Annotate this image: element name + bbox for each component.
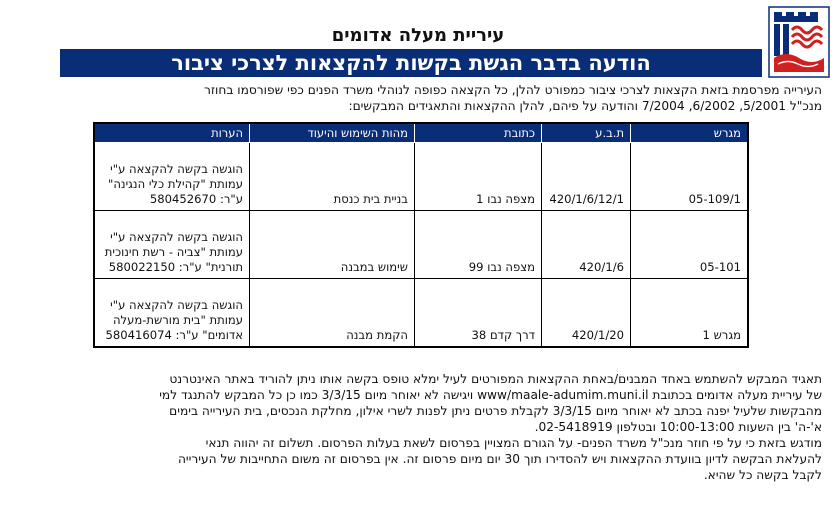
footer-note-line: להעלאת הבקשה לדיון בוועדת ההקצאות ויש להסדירו תוך 30 יום מיום פרסום זה. אין בפרסום זה משום התחייבות של העירייה xyxy=(177,452,822,466)
allocations-table xyxy=(93,122,749,348)
instructions-line: מהבקשות שלעיל יפנה בכתב לא יאוחר מיום 3/3/15 לקבלת פרטים ניתן לפנות לשרי אילון, מחלקת הנכסים, בית העירייה בימים xyxy=(169,404,822,418)
cell-use: הקמת מבנה xyxy=(250,279,415,348)
cell-tbe: 420/1/6/12/1 xyxy=(542,143,631,211)
footer-note-line: מודגש בזאת כי על פי חוזר מנכ"ל משרד הפנים- על הגורם המצויין בפרסום לשאת בעלות הפרסום. תשלום זה יהווה תנאי xyxy=(205,436,822,450)
intro-paragraph xyxy=(14,82,822,114)
cell-notes: הוגשה בקשה להקצאה ע"י עמותת "בית מורשת-מעלה אדומים" ע"ר: 580416074 xyxy=(94,279,250,348)
instructions-line: של עיריית מעלה אדומים בכתובת www/maale-adumim.muni.il ויגישה לא יאוחר מיום 3/3/15 כמו כן כל המבקש להתנגד למי xyxy=(159,388,822,402)
cell-plot: 05-101 xyxy=(631,211,749,279)
footer-note-line: לקבל בקשה כל שהיא. xyxy=(703,468,822,482)
header-use: מהות השימוש והיעוד xyxy=(250,123,415,143)
cell-plot: מגרש 1 xyxy=(631,279,749,348)
cell-address: דרך קדם 38 xyxy=(415,279,542,348)
header-tbe: ת.ב.ע xyxy=(542,123,631,143)
instructions-paragraph xyxy=(14,371,822,483)
table-header-row xyxy=(94,123,748,143)
notice-title-banner: הודעה בדבר הגשת בקשות להקצאות לצרכי ציבור xyxy=(60,49,762,77)
cell-tbe: 420/1/6 xyxy=(542,211,631,279)
header-notes: הערות xyxy=(94,123,250,143)
cell-use: שימוש במבנה xyxy=(250,211,415,279)
intro-line: העירייה מפרסמת בזאת הקצאות לצרכי ציבור כמפורט להלן, כל הקצאה כפופה לנוהלי משרד הפנים כפי שפורסמו בחוזר xyxy=(203,83,822,97)
table-row xyxy=(94,211,748,279)
header-plot: מגרש xyxy=(631,123,749,143)
intro-line: מנכ"ל 5/2001, 6/2002, 7/2004 והודעה על פיהם, להלן ההקצאות והתאגידים המבקשים: xyxy=(348,99,822,113)
city-name-heading: עיריית מעלה אדומים xyxy=(331,25,505,46)
cell-use: בניית בית כנסת xyxy=(250,143,415,211)
cell-address: מצפה נבו 1 xyxy=(415,143,542,211)
cell-plot: 05-109/1 xyxy=(631,143,749,211)
table-row xyxy=(94,279,748,348)
table-row xyxy=(94,143,748,211)
header-address: כתובת xyxy=(415,123,542,143)
cell-address: מצפה נבו 99 xyxy=(415,211,542,279)
cell-tbe: 420/1/20 xyxy=(542,279,631,348)
instructions-line: א'-ה' בין השעות 10:00-13:00 ובטלפון 02-5418919. xyxy=(534,420,822,434)
cell-notes: הוגשה בקשה להקצאה ע"י עמותת "קהילת כלי הנגינה" ע"ר: 580452670 xyxy=(94,143,250,211)
cell-notes: הוגשה בקשה להקצאה ע"י עמותת "צביה - רשת חינוכית תורנית" ע"ר: 580022150 xyxy=(94,211,250,279)
instructions-line: תאגיד המבקש להשתמש באחד המבנים/באחת ההקצאות המפורטים לעיל ימלא טופס בקשה אותו ניתן להוריד באתר האינטרנט xyxy=(169,372,822,386)
